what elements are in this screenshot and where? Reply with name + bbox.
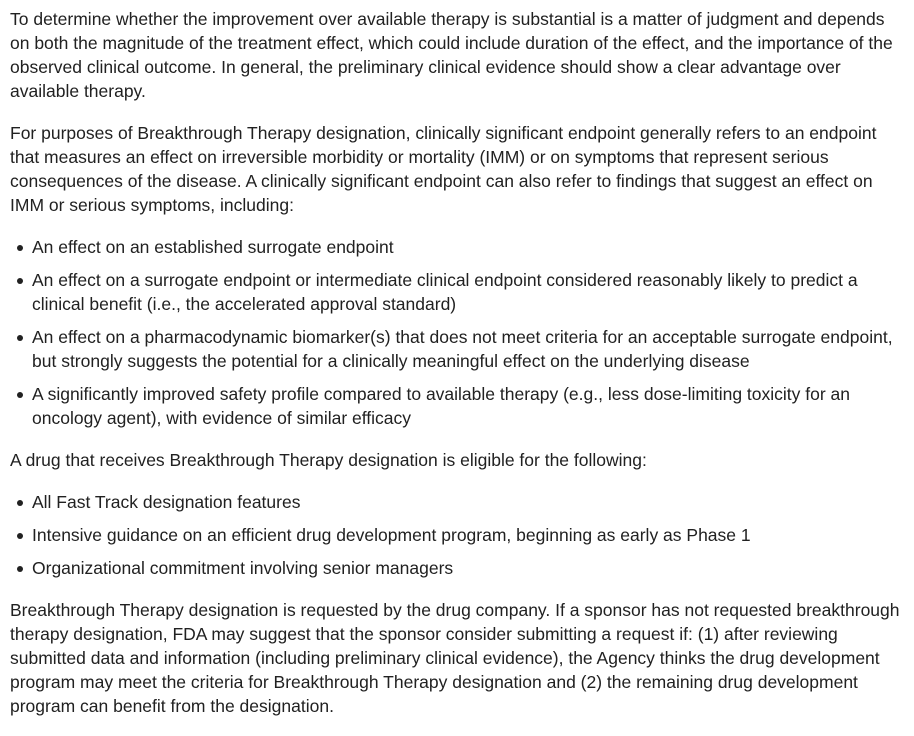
list-item: An effect on a surrogate endpoint or intermediate clinical endpoint considered reasonably likely to predict a clinical benefit (i.e., the accelerated approval standard) (32, 268, 906, 316)
endpoint-findings-list (10, 235, 906, 430)
paragraph-substantial-improvement: To determine whether the improvement over available therapy is substantial is a matter of judgment and depends on both the magnitude of the treatment effect, which could include duration of the effect, and the importance of the observed clinical outcome. In general, the preliminary clinical evidence should show a clear advantage over available therapy. (10, 9, 893, 101)
list-item: All Fast Track designation features (32, 490, 906, 514)
article-body (10, 7, 906, 736)
list-item: An effect on an established surrogate endpoint (32, 235, 906, 259)
list-item: Intensive guidance on an efficient drug development program, beginning as early as Phase 1 (32, 523, 906, 547)
paragraph-eligibility-intro: A drug that receives Breakthrough Therapy designation is eligible for the following: (10, 450, 647, 470)
eligible-features-list (10, 490, 906, 580)
paragraph-designation-request: Breakthrough Therapy designation is requested by the drug company. If a sponsor has not requested breakthrough therapy designation, FDA may suggest that the sponsor consider submitting a request if: (1) after reviewing submitted data and information (including preliminary clinical evidence), the Agency thinks the drug development program may meet the criteria for Breakthrough Therapy designation and (2) the remaining drug development program can benefit from the designation. (10, 600, 900, 716)
paragraph-clinically-significant-endpoint: For purposes of Breakthrough Therapy designation, clinically significant endpoint generally refers to an endpoint that measures an effect on irreversible morbidity or mortality (IMM) or on symptoms that represent serious consequences of the disease. A clinically significant endpoint can also refer to findings that suggest an effect on IMM or serious symptoms, including: (10, 123, 877, 215)
list-item: A significantly improved safety profile compared to available therapy (e.g., less dose-limiting toxicity for an oncology agent), with evidence of similar efficacy (32, 382, 906, 430)
list-item: An effect on a pharmacodynamic biomarker(s) that does not meet criteria for an acceptable surrogate endpoint, but strongly suggests the potential for a clinically meaningful effect on the underlying disease (32, 325, 906, 373)
list-item: Organizational commitment involving senior managers (32, 556, 906, 580)
